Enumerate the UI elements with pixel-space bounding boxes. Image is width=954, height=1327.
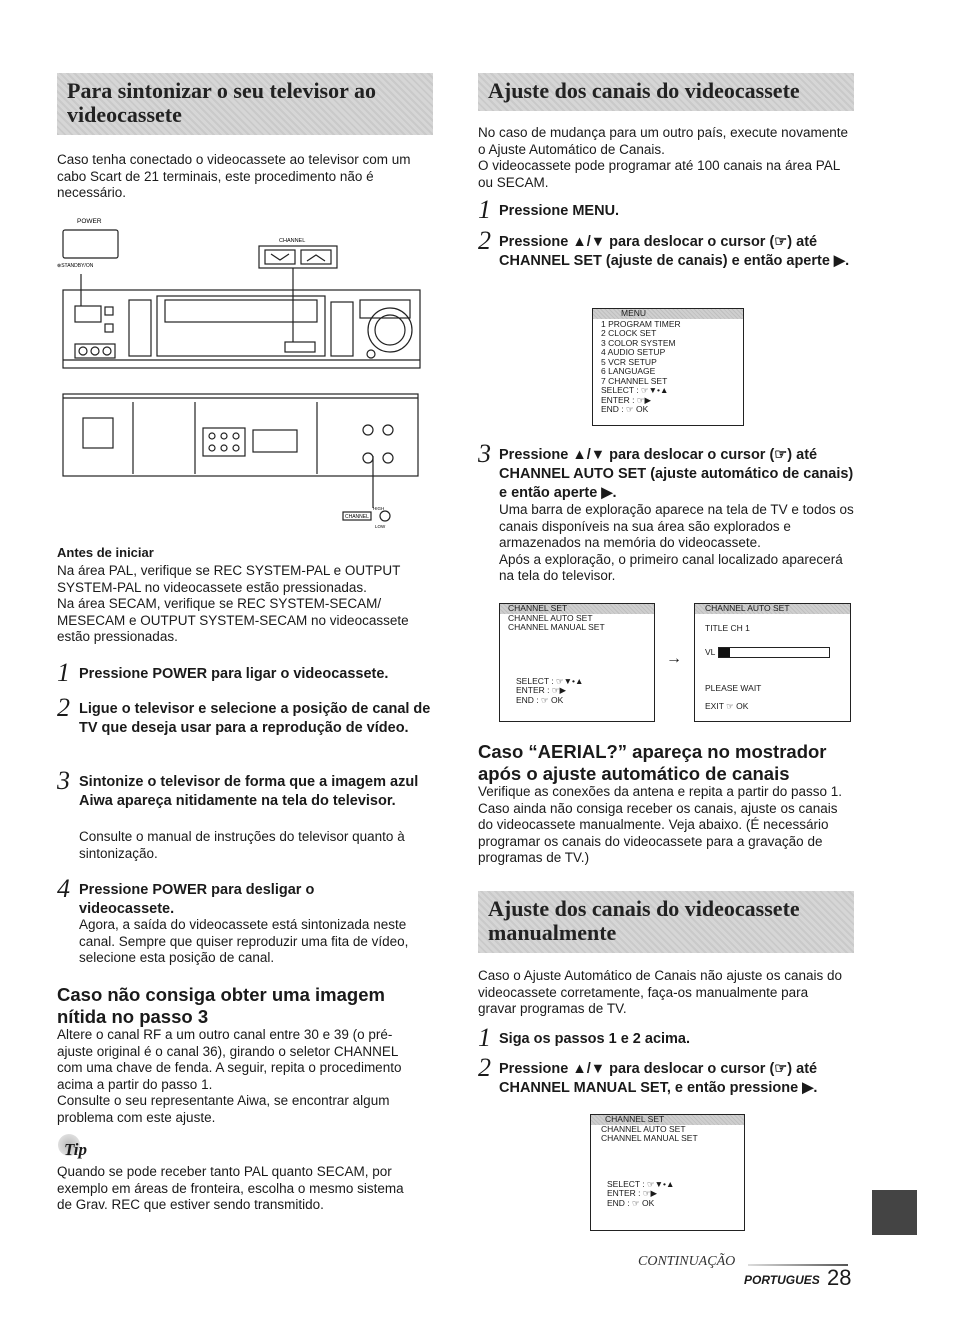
step-title: Sintonize o televisor de forma que a imagem azul Aiwa apareça nitidamente na tela do televisor.	[79, 774, 419, 809]
step-title: Siga os passos 1 e 2 acima.	[499, 1031, 691, 1047]
select-line: SELECT : ☞▼•▲	[601, 385, 669, 395]
vcr-diagram	[55, 212, 430, 532]
aerial-text: Verifique as conexões da antena e repita a partir do passo 1. Caso ainda não consiga receber os canais, ajuste os canais do videocassete manualmente. Veja abaixo. (É necessário programar os canais do videocassete para a gravação de programas de TV.)	[478, 784, 842, 865]
menu-item: CHANNEL AUTO SET	[601, 1123, 686, 1134]
channel-auto-set-screen	[694, 603, 851, 722]
caso-text: Altere o canal RF a um outro canal entre 30 e 39 (o pré-ajuste original é o canal 36), girando o seletor CHANNEL com uma chave de fenda. A seguir, repita o procedimento acima a partir do passo 1. Consulte o seu representante Aiwa, se encontrar algum problema com este ajuste.	[57, 1027, 402, 1125]
step-body: Consulte o manual de instruções do televisor quanto à sintonização.	[79, 829, 405, 861]
step-title: Ligue o televisor e selecione a posição de canal de TV que deseja usar para a reprodução de vídeo.	[79, 701, 431, 736]
banner-title: Ajuste dos canais do videocassete manualmente	[488, 896, 800, 945]
step-number: 3	[57, 766, 70, 795]
antes-title: Antes de iniciar	[57, 545, 154, 560]
screen-header: CHANNEL SET	[591, 1115, 744, 1125]
channel-set-screen	[590, 1114, 745, 1231]
tip-label: Tip	[64, 1140, 87, 1159]
step-title: Pressione POWER para ligar o videocassete.	[79, 666, 389, 682]
step-number: 1	[478, 1023, 491, 1052]
language-label: PORTUGUES	[744, 1273, 820, 1287]
enter-line: ENTER : ☞▶	[516, 685, 567, 695]
low-label: LOW	[375, 524, 386, 529]
page-edge-tab	[872, 1190, 917, 1235]
screen-header: MENU	[593, 309, 743, 319]
menu-item: 5 VCR SETUP	[601, 356, 657, 367]
aerial-heading: Caso “AERIAL?” apareça no mostrador após o ajuste automático de canais	[478, 741, 827, 784]
step-number: 4	[57, 874, 70, 903]
scan-progress-bar	[718, 647, 830, 658]
menu-item: 7 CHANNEL SET	[601, 375, 668, 386]
menu-item: CHANNEL AUTO SET	[508, 612, 593, 623]
intro-text: No caso de mudança para um outro país, execute novamente o Ajuste Automático de Canais. O videocassete pode programar até 100 canais na área PAL ou SECAM.	[478, 125, 848, 190]
menu-item: 3 COLOR SYSTEM	[601, 337, 676, 348]
menu-item: CHANNEL MANUAL SET	[601, 1133, 698, 1143]
step-title: Pressione MENU.	[499, 203, 620, 219]
enter-line: ENTER : ☞▶	[607, 1188, 658, 1198]
tip-text: Quando se pode receber tanto PAL quanto SECAM, por exemplo em áreas de fronteira, escolha o mesmo sistema de Grav. REC que estiver sendo transmitido.	[57, 1164, 404, 1212]
vl-label: VL	[705, 646, 716, 657]
menu-item: CHANNEL MANUAL SET	[508, 622, 605, 632]
step-number: 2	[478, 1053, 491, 1082]
screen-header: CHANNEL AUTO SET	[695, 604, 850, 614]
menu-screen	[592, 308, 744, 426]
menu-item: 2 CLOCK SET	[601, 328, 657, 338]
caso-heading: Caso não consiga obter uma imagem nítida no passo 3	[57, 984, 385, 1027]
step-title: Pressione POWER para desligar o videocassete.	[79, 882, 315, 917]
scan-progress-fill	[719, 648, 730, 657]
step-number: 1	[478, 195, 491, 224]
step-title: Pressione ▲/▼ para deslocar o cursor (☞) até CHANNEL AUTO SET (ajuste automático de canais) e então aperte ▶.	[499, 447, 854, 501]
step-number: 1	[57, 658, 70, 687]
end-line: END : ☞ OK	[607, 1197, 655, 1208]
wait-line: PLEASE WAIT	[705, 683, 762, 693]
ch-switch-label: CHANNEL	[345, 514, 369, 520]
banner-title: Ajuste dos canais do videocassete	[488, 78, 800, 103]
section-banner-ajuste	[478, 73, 854, 111]
page-number: 28	[827, 1265, 852, 1290]
screen-header: CHANNEL SET	[500, 604, 654, 614]
step-body: Agora, a saída do videocassete está sintonizada neste canal. Sempre que quiser reproduzir uma fita de vídeo, selecione esta posição de canal.	[79, 917, 409, 965]
step-title: Pressione ▲/▼ para deslocar o cursor (☞) até CHANNEL MANUAL SET, e então pressione ▶.	[499, 1061, 818, 1096]
select-line: SELECT : ☞▼•▲	[607, 1178, 675, 1189]
end-line: END : ☞ OK	[601, 404, 649, 414]
antes-text: Na área PAL, verifique se REC SYSTEM-PAL e OUTPUT SYSTEM-PAL no videocassete estão pressionadas. Na área SECAM, verifique se REC SYSTEM-SECAM/ MESECAM e OUTPUT SYSTEM-SECAM no videocassete estão pressionadas.	[57, 563, 409, 644]
channel-set-screen	[499, 603, 655, 722]
power-label: POWER	[77, 218, 102, 225]
high-label: HIGH	[373, 506, 385, 511]
menu-item: 1 PROGRAM TIMER	[601, 318, 681, 329]
step-number: 2	[57, 693, 70, 722]
step-number: 3	[478, 439, 491, 468]
section-banner-sintonizar	[57, 73, 433, 135]
continuacao-label: CONTINUAÇÃO	[638, 1254, 736, 1269]
exit-line: EXIT ☞ OK	[705, 700, 749, 711]
intro-text: Caso tenha conectado o videocassete ao televisor com um cabo Scart de 21 terminais, este procedimento não é necessário.	[57, 152, 411, 200]
banner-title: Para sintonizar o seu televisor ao videocassete	[67, 78, 376, 127]
step-title: Pressione ▲/▼ para deslocar o cursor (☞) até CHANNEL SET (ajuste de canais) e então aperte ▶.	[499, 234, 850, 269]
channel-label: CHANNEL	[279, 238, 306, 244]
select-line: SELECT : ☞▼•▲	[516, 675, 584, 686]
menu-item: 6 LANGUAGE	[601, 366, 656, 376]
title-line: TITLE CH 1	[705, 622, 750, 633]
standby-label: ⊗STANDBY/ON	[57, 263, 94, 269]
manual-intro: Caso o Ajuste Automático de Canais não ajuste os canais do videocassete corretamente, faça-os manualmente para gravar programas de TV.	[478, 968, 842, 1016]
step-number: 2	[478, 226, 491, 255]
end-line: END : ☞ OK	[516, 694, 564, 705]
section-banner-manual	[478, 891, 854, 953]
step-body: Uma barra de exploração aparece na tela de TV e todos os canais disponíveis na sua área são explorados e armazenados na memória do videocassete. Após a exploração, o primeiro canal localizado aparecerá na tela do televisor.	[499, 502, 854, 583]
menu-item: 4 AUDIO SETUP	[601, 347, 666, 357]
enter-line: ENTER : ☞▶	[601, 394, 652, 405]
arrow-right-icon: →	[666, 650, 682, 667]
